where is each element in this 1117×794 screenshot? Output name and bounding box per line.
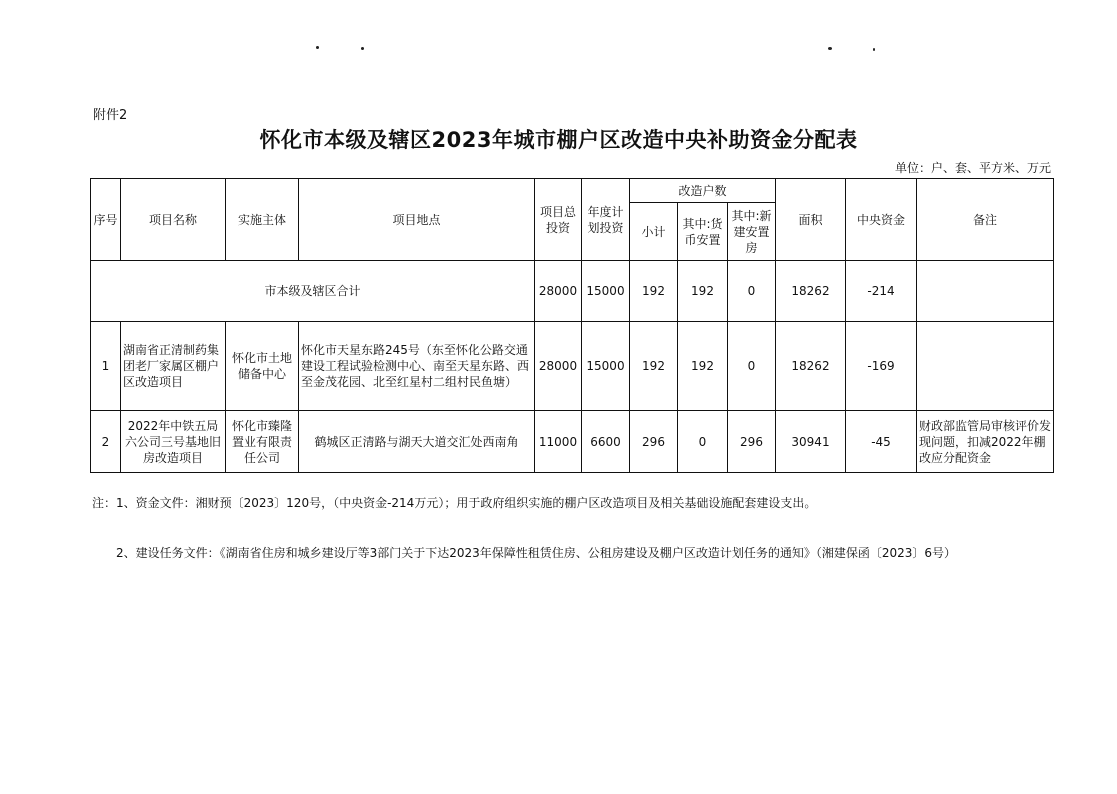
header-row	[91, 179, 1054, 203]
total-central-funds: -214	[846, 261, 917, 322]
row-total-investment: 11000	[535, 411, 582, 473]
note-task-document: 2、建设任务文件：《湖南省住房和城乡建设厅等3部门关于下达2023年保障性租赁住房、公租房建设及棚户区改造计划任务的通知》（湘建保函〔2023〕6号）	[116, 546, 956, 560]
unit-label: 单位：户、套、平方米、万元	[894, 161, 1051, 175]
total-remarks	[917, 261, 1054, 322]
row-new-build: 296	[728, 411, 776, 473]
row-subtotal: 192	[630, 322, 678, 411]
total-label: 市本级及辖区合计	[91, 261, 535, 322]
total-subtotal: 192	[630, 261, 678, 322]
header-central-funds: 中央资金	[846, 179, 917, 261]
header-monetary: 其中:货币安置	[678, 203, 728, 261]
row-new-build: 0	[728, 322, 776, 411]
total-total-investment: 28000	[535, 261, 582, 322]
allocation-table	[90, 178, 1054, 473]
row-seq: 2	[91, 411, 121, 473]
row-project-name: 湖南省正清制药集团老厂家属区棚户区改造项目	[121, 322, 226, 411]
total-area: 18262	[776, 261, 846, 322]
row-total-investment: 28000	[535, 322, 582, 411]
row-area: 18262	[776, 322, 846, 411]
row-monetary: 0	[678, 411, 728, 473]
note-funding-document: 注：1、资金文件：湘财预〔2023〕120号，（中央资金-214万元）；用于政府组织实施的棚户区改造项目及相关基础设施配套建设支出。	[92, 496, 817, 510]
row-seq: 1	[91, 322, 121, 411]
row-implementer: 怀化市土地储备中心	[226, 322, 299, 411]
row-area: 30941	[776, 411, 846, 473]
row-implementer: 怀化市臻隆置业有限责任公司	[226, 411, 299, 473]
header-new-build: 其中:新建安置房	[728, 203, 776, 261]
header-remarks: 备注	[917, 179, 1054, 261]
row-subtotal: 296	[630, 411, 678, 473]
row-monetary: 192	[678, 322, 728, 411]
total-new-build: 0	[728, 261, 776, 322]
total-row	[91, 261, 1054, 322]
header-project-name: 项目名称	[121, 179, 226, 261]
row-location: 鹤城区正清路与湖天大道交汇处西南角	[299, 411, 535, 473]
page-title: 怀化市本级及辖区2023年城市棚户区改造中央补助资金分配表	[259, 128, 858, 152]
scan-speck	[316, 46, 319, 49]
row-location: 怀化市天星东路245号（东至怀化公路交通建设工程试验检测中心、南至天星东路、西至金茂花园、北至红星村二组村民鱼塘）	[299, 322, 535, 411]
header-subtotal: 小计	[630, 203, 678, 261]
row-central-funds: -169	[846, 322, 917, 411]
row-remarks: 财政部监管局审核评价发现问题，扣减2022年棚改应分配资金	[917, 411, 1054, 473]
row-central-funds: -45	[846, 411, 917, 473]
attachment-label: 附件2	[93, 108, 128, 123]
row-annual-investment: 15000	[582, 322, 630, 411]
row-remarks	[917, 322, 1054, 411]
row-annual-investment: 6600	[582, 411, 630, 473]
total-annual-investment: 15000	[582, 261, 630, 322]
header-households-group: 改造户数	[630, 179, 776, 203]
header-area: 面积	[776, 179, 846, 261]
scan-speck	[361, 47, 364, 50]
header-implementer: 实施主体	[226, 179, 299, 261]
scan-speck	[828, 47, 832, 50]
total-monetary: 192	[678, 261, 728, 322]
row-project-name: 2022年中铁五局六公司三号基地旧房改造项目	[121, 411, 226, 473]
header-annual-investment: 年度计划投资	[582, 179, 630, 261]
table-row	[91, 411, 1054, 473]
table-row	[91, 322, 1054, 411]
header-total-investment: 项目总投资	[535, 179, 582, 261]
header-seq: 序号	[91, 179, 121, 261]
scan-speck	[873, 48, 875, 51]
header-location: 项目地点	[299, 179, 535, 261]
